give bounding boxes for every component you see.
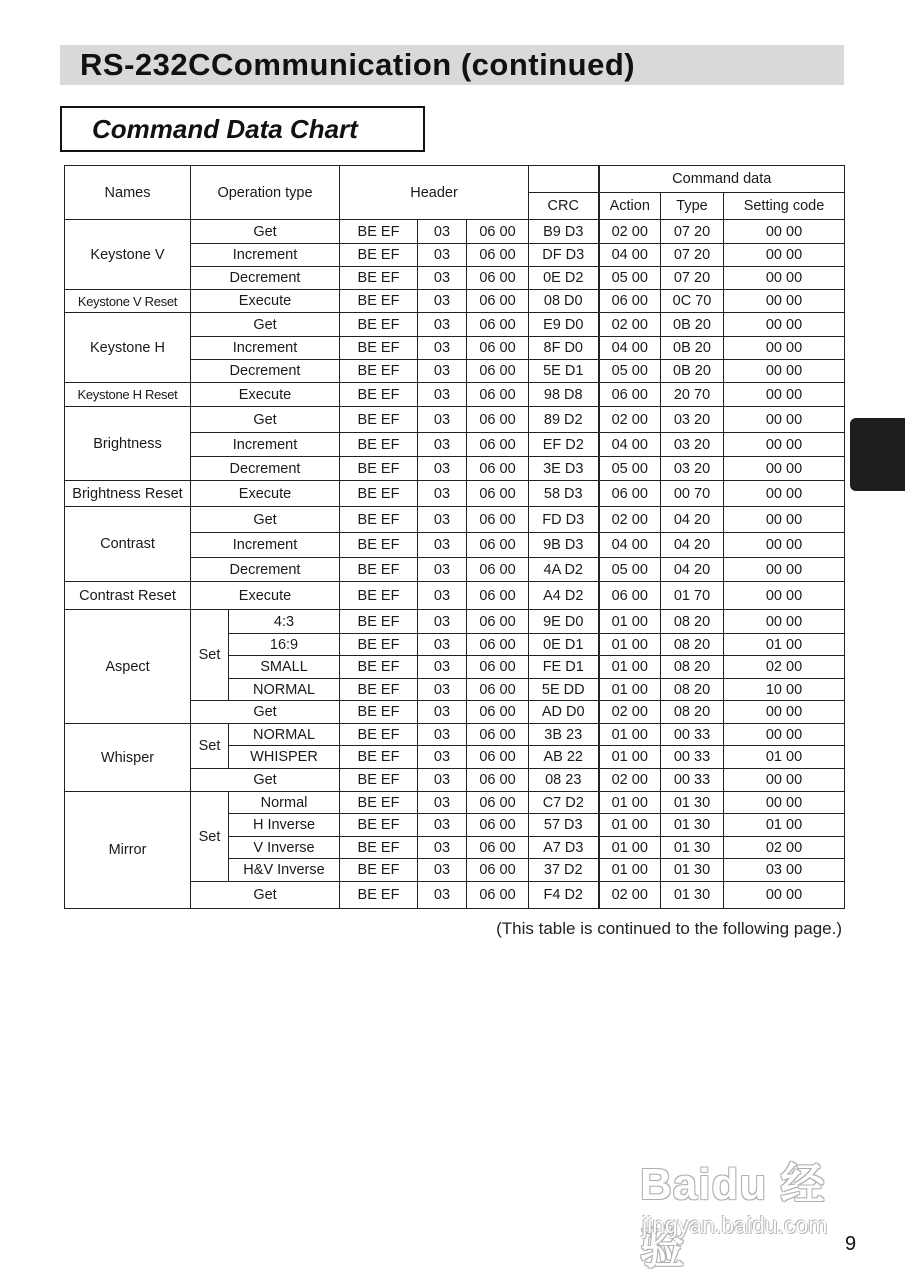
header-bytes-cell: BE EF — [340, 582, 418, 610]
header-bytes-cell: BE EF — [340, 313, 418, 337]
setting-code-cell: 00 00 — [724, 313, 845, 337]
header-bytes-cell: BE EF — [340, 882, 418, 909]
header-bytes-cell: BE EF — [340, 244, 418, 267]
crc-cell: 0E D1 — [529, 634, 599, 656]
header-action: Action — [599, 193, 661, 220]
group-keystone-v: Keystone V — [65, 220, 191, 290]
crc-cell: 08 23 — [529, 769, 599, 792]
header-bytes-cell: BE EF — [340, 533, 418, 558]
header-bytes-cell: BE EF — [340, 433, 418, 457]
action-cell: 05 00 — [599, 360, 661, 383]
op-cell: Increment — [191, 433, 340, 457]
header-bytes-cell: BE EF — [340, 558, 418, 582]
table-row — [65, 724, 845, 746]
type-cell: 01 30 — [661, 859, 724, 882]
op-cell: Execute — [191, 290, 340, 313]
op-cell: Execute — [191, 383, 340, 407]
group-whisper: Whisper — [65, 724, 191, 792]
header-id-cell: 06 00 — [467, 724, 529, 746]
section-title: Command Data Chart — [60, 106, 425, 152]
group-contrast-reset: Contrast Reset — [65, 582, 191, 610]
action-cell: 02 00 — [599, 769, 661, 792]
type-cell: 08 20 — [661, 679, 724, 701]
type-cell: 00 33 — [661, 746, 724, 769]
type-cell: 01 70 — [661, 582, 724, 610]
group-brightness-reset: Brightness Reset — [65, 481, 191, 507]
header-id-cell: 06 00 — [467, 433, 529, 457]
type-cell: 03 20 — [661, 457, 724, 481]
header-id-cell: 06 00 — [467, 533, 529, 558]
header-command-data: Command data — [599, 166, 845, 193]
header-len-cell: 03 — [418, 558, 467, 582]
action-cell: 01 00 — [599, 724, 661, 746]
op-cell: 4:3 — [229, 610, 340, 634]
table-row — [65, 383, 845, 407]
crc-cell: 8F D0 — [529, 337, 599, 360]
set-label: Set — [191, 724, 229, 769]
table-row — [65, 290, 845, 313]
type-cell: 07 20 — [661, 220, 724, 244]
crc-cell: 98 D8 — [529, 383, 599, 407]
header-id-cell: 06 00 — [467, 656, 529, 679]
header-len-cell: 03 — [418, 746, 467, 769]
header-len-cell: 03 — [418, 634, 467, 656]
crc-cell: 3E D3 — [529, 457, 599, 481]
setting-code-cell: 00 00 — [724, 220, 845, 244]
header-bytes-cell: BE EF — [340, 220, 418, 244]
setting-code-cell: 00 00 — [724, 701, 845, 724]
chapter-tab — [850, 418, 905, 491]
header-id-cell: 06 00 — [467, 679, 529, 701]
setting-code-cell: 00 00 — [724, 582, 845, 610]
setting-code-cell: 01 00 — [724, 746, 845, 769]
header-len-cell: 03 — [418, 337, 467, 360]
header-crc: CRC — [529, 193, 599, 220]
header-bytes-cell: BE EF — [340, 769, 418, 792]
op-cell: Get — [191, 220, 340, 244]
op-cell: 16:9 — [229, 634, 340, 656]
header-names: Names — [65, 166, 191, 220]
op-cell: Get — [191, 507, 340, 533]
op-cell: Get — [191, 313, 340, 337]
action-cell: 02 00 — [599, 220, 661, 244]
header-len-cell: 03 — [418, 383, 467, 407]
crc-cell: 9B D3 — [529, 533, 599, 558]
header-id-cell: 06 00 — [467, 481, 529, 507]
page-number: 9 — [845, 1233, 857, 1255]
type-cell: 20 70 — [661, 383, 724, 407]
header-len-cell: 03 — [418, 407, 467, 433]
action-cell: 01 00 — [599, 837, 661, 859]
header-id-cell: 06 00 — [467, 267, 529, 290]
header-bytes-cell: BE EF — [340, 746, 418, 769]
setting-code-cell: 03 00 — [724, 859, 845, 882]
type-cell: 0C 70 — [661, 290, 724, 313]
header-id-cell: 06 00 — [467, 407, 529, 433]
setting-code-cell: 00 00 — [724, 533, 845, 558]
header-id-cell: 06 00 — [467, 337, 529, 360]
action-cell: 02 00 — [599, 507, 661, 533]
header-id-cell: 06 00 — [467, 746, 529, 769]
crc-cell: C7 D2 — [529, 792, 599, 814]
setting-code-cell: 01 00 — [724, 634, 845, 656]
crc-cell: E9 D0 — [529, 313, 599, 337]
setting-code-cell: 00 00 — [724, 724, 845, 746]
action-cell: 06 00 — [599, 481, 661, 507]
set-label: Set — [191, 792, 229, 882]
group-brightness: Brightness — [65, 407, 191, 481]
continuation-note: (This table is continued to the following page.) — [496, 919, 842, 938]
header-id-cell: 06 00 — [467, 814, 529, 837]
table-row — [65, 407, 845, 433]
op-cell: H&V Inverse — [229, 859, 340, 882]
header-bytes-cell: BE EF — [340, 267, 418, 290]
crc-cell: 0E D2 — [529, 267, 599, 290]
header-len-cell: 03 — [418, 882, 467, 909]
table-row — [65, 313, 845, 337]
table-row — [65, 507, 845, 533]
header-blank — [529, 166, 599, 193]
header-id-cell: 06 00 — [467, 882, 529, 909]
action-cell: 01 00 — [599, 679, 661, 701]
header-id-cell: 06 00 — [467, 220, 529, 244]
type-cell: 07 20 — [661, 244, 724, 267]
op-cell: Increment — [191, 244, 340, 267]
header-len-cell: 03 — [418, 792, 467, 814]
type-cell: 07 20 — [661, 267, 724, 290]
header-bytes-cell: BE EF — [340, 814, 418, 837]
header-len-cell: 03 — [418, 360, 467, 383]
action-cell: 04 00 — [599, 533, 661, 558]
header-len-cell: 03 — [418, 533, 467, 558]
setting-code-cell: 00 00 — [724, 337, 845, 360]
setting-code-cell: 00 00 — [724, 267, 845, 290]
type-cell: 01 30 — [661, 837, 724, 859]
header-bytes-cell: BE EF — [340, 656, 418, 679]
op-cell: Decrement — [191, 457, 340, 481]
type-cell: 08 20 — [661, 634, 724, 656]
header-bytes-cell: BE EF — [340, 407, 418, 433]
header-bytes-cell: BE EF — [340, 481, 418, 507]
setting-code-cell: 00 00 — [724, 792, 845, 814]
setting-code-cell: 00 00 — [724, 244, 845, 267]
crc-cell: DF D3 — [529, 244, 599, 267]
header-bytes-cell: BE EF — [340, 290, 418, 313]
header-bytes-cell: BE EF — [340, 724, 418, 746]
op-cell: Get — [191, 769, 340, 792]
setting-code-cell: 00 00 — [724, 558, 845, 582]
op-cell: Decrement — [191, 267, 340, 290]
setting-code-cell: 10 00 — [724, 679, 845, 701]
crc-cell: 89 D2 — [529, 407, 599, 433]
op-cell: NORMAL — [229, 724, 340, 746]
header-id-cell: 06 00 — [467, 313, 529, 337]
action-cell: 01 00 — [599, 746, 661, 769]
crc-cell: 3B 23 — [529, 724, 599, 746]
crc-cell: A7 D3 — [529, 837, 599, 859]
header-bytes-cell: BE EF — [340, 679, 418, 701]
op-cell: SMALL — [229, 656, 340, 679]
op-cell: Increment — [191, 337, 340, 360]
header-setting-code: Setting code — [724, 193, 845, 220]
header-bytes-cell: BE EF — [340, 457, 418, 481]
crc-cell: 5E DD — [529, 679, 599, 701]
page-title: RS-232CCommunication (continued) — [60, 45, 844, 85]
type-cell: 00 33 — [661, 769, 724, 792]
header-len-cell: 03 — [418, 457, 467, 481]
setting-code-cell: 00 00 — [724, 481, 845, 507]
action-cell: 02 00 — [599, 313, 661, 337]
type-cell: 08 20 — [661, 656, 724, 679]
header-bytes-cell: BE EF — [340, 360, 418, 383]
action-cell: 01 00 — [599, 634, 661, 656]
action-cell: 01 00 — [599, 859, 661, 882]
setting-code-cell: 00 00 — [724, 290, 845, 313]
setting-code-cell: 01 00 — [724, 814, 845, 837]
header-id-cell: 06 00 — [467, 290, 529, 313]
header-id-cell: 06 00 — [467, 507, 529, 533]
header-id-cell: 06 00 — [467, 701, 529, 724]
header-len-cell: 03 — [418, 610, 467, 634]
header-len-cell: 03 — [418, 313, 467, 337]
op-cell: Execute — [191, 481, 340, 507]
action-cell: 01 00 — [599, 814, 661, 837]
crc-cell: 58 D3 — [529, 481, 599, 507]
header-header: Header — [340, 166, 529, 220]
header-id-cell: 06 00 — [467, 360, 529, 383]
type-cell: 0B 20 — [661, 337, 724, 360]
header-id-cell: 06 00 — [467, 769, 529, 792]
header-id-cell: 06 00 — [467, 457, 529, 481]
header-len-cell: 03 — [418, 814, 467, 837]
op-cell: Increment — [191, 533, 340, 558]
action-cell: 06 00 — [599, 582, 661, 610]
header-operation-type: Operation type — [191, 166, 340, 220]
header-bytes-cell: BE EF — [340, 859, 418, 882]
watermark-brand: Baidu 经验 — [640, 1160, 826, 1273]
header-id-cell: 06 00 — [467, 634, 529, 656]
type-cell: 04 20 — [661, 507, 724, 533]
header-len-cell: 03 — [418, 290, 467, 313]
setting-code-cell: 00 00 — [724, 407, 845, 433]
group-keystone-h-reset: Keystone H Reset — [65, 383, 191, 407]
crc-cell: 08 D0 — [529, 290, 599, 313]
header-len-cell: 03 — [418, 481, 467, 507]
op-cell: Get — [191, 701, 340, 724]
group-aspect: Aspect — [65, 610, 191, 724]
header-len-cell: 03 — [418, 701, 467, 724]
type-cell: 0B 20 — [661, 313, 724, 337]
type-cell: 00 33 — [661, 724, 724, 746]
action-cell: 04 00 — [599, 244, 661, 267]
header-len-cell: 03 — [418, 837, 467, 859]
op-cell: Normal — [229, 792, 340, 814]
header-bytes-cell: BE EF — [340, 337, 418, 360]
crc-cell: EF D2 — [529, 433, 599, 457]
crc-cell: B9 D3 — [529, 220, 599, 244]
type-cell: 01 30 — [661, 882, 724, 909]
action-cell: 05 00 — [599, 457, 661, 481]
group-keystone-h: Keystone H — [65, 313, 191, 383]
header-id-cell: 06 00 — [467, 610, 529, 634]
action-cell: 01 00 — [599, 792, 661, 814]
crc-cell: F4 D2 — [529, 882, 599, 909]
setting-code-cell: 00 00 — [724, 360, 845, 383]
action-cell: 02 00 — [599, 407, 661, 433]
header-len-cell: 03 — [418, 220, 467, 244]
type-cell: 04 20 — [661, 558, 724, 582]
setting-code-cell: 00 00 — [724, 882, 845, 909]
header-id-cell: 06 00 — [467, 859, 529, 882]
setting-code-cell: 00 00 — [724, 457, 845, 481]
op-cell: Get — [191, 407, 340, 433]
header-len-cell: 03 — [418, 859, 467, 882]
header-id-cell: 06 00 — [467, 582, 529, 610]
action-cell: 01 00 — [599, 610, 661, 634]
crc-cell: 5E D1 — [529, 360, 599, 383]
command-data-table — [64, 165, 845, 909]
header-type: Type — [661, 193, 724, 220]
type-cell: 01 30 — [661, 792, 724, 814]
setting-code-cell: 00 00 — [724, 433, 845, 457]
group-keystone-v-reset: Keystone V Reset — [65, 290, 191, 313]
type-cell: 01 30 — [661, 814, 724, 837]
op-cell: NORMAL — [229, 679, 340, 701]
header-bytes-cell: BE EF — [340, 507, 418, 533]
op-cell: Decrement — [191, 360, 340, 383]
header-id-cell: 06 00 — [467, 837, 529, 859]
group-mirror: Mirror — [65, 792, 191, 909]
header-len-cell: 03 — [418, 656, 467, 679]
action-cell: 06 00 — [599, 383, 661, 407]
header-len-cell: 03 — [418, 267, 467, 290]
setting-code-cell: 00 00 — [724, 610, 845, 634]
table-row — [65, 220, 845, 244]
header-id-cell: 06 00 — [467, 792, 529, 814]
header-len-cell: 03 — [418, 582, 467, 610]
crc-cell: 4A D2 — [529, 558, 599, 582]
type-cell: 04 20 — [661, 533, 724, 558]
setting-code-cell: 00 00 — [724, 769, 845, 792]
crc-cell: 57 D3 — [529, 814, 599, 837]
setting-code-cell: 00 00 — [724, 383, 845, 407]
table-row — [65, 481, 845, 507]
crc-cell: AB 22 — [529, 746, 599, 769]
header-len-cell: 03 — [418, 679, 467, 701]
op-cell: V Inverse — [229, 837, 340, 859]
header-id-cell: 06 00 — [467, 558, 529, 582]
header-bytes-cell: BE EF — [340, 701, 418, 724]
header-id-cell: 06 00 — [467, 244, 529, 267]
crc-cell: 9E D0 — [529, 610, 599, 634]
header-len-cell: 03 — [418, 507, 467, 533]
type-cell: 08 20 — [661, 701, 724, 724]
header-len-cell: 03 — [418, 244, 467, 267]
action-cell: 04 00 — [599, 337, 661, 360]
action-cell: 06 00 — [599, 290, 661, 313]
watermark — [640, 1148, 855, 1273]
set-label: Set — [191, 610, 229, 701]
op-cell: Execute — [191, 582, 340, 610]
crc-cell: 37 D2 — [529, 859, 599, 882]
table-row — [65, 792, 845, 814]
header-len-cell: 03 — [418, 769, 467, 792]
header-bytes-cell: BE EF — [340, 383, 418, 407]
action-cell: 02 00 — [599, 882, 661, 909]
setting-code-cell: 00 00 — [724, 507, 845, 533]
header-bytes-cell: BE EF — [340, 634, 418, 656]
crc-cell: AD D0 — [529, 701, 599, 724]
crc-cell: FE D1 — [529, 656, 599, 679]
op-cell: Decrement — [191, 558, 340, 582]
action-cell: 05 00 — [599, 558, 661, 582]
table-row — [65, 610, 845, 634]
setting-code-cell: 02 00 — [724, 656, 845, 679]
group-contrast: Contrast — [65, 507, 191, 582]
type-cell: 0B 20 — [661, 360, 724, 383]
action-cell: 04 00 — [599, 433, 661, 457]
action-cell: 02 00 — [599, 701, 661, 724]
header-id-cell: 06 00 — [467, 383, 529, 407]
header-len-cell: 03 — [418, 724, 467, 746]
crc-cell: FD D3 — [529, 507, 599, 533]
op-cell: Get — [191, 882, 340, 909]
table-row — [65, 582, 845, 610]
action-cell: 01 00 — [599, 656, 661, 679]
setting-code-cell: 02 00 — [724, 837, 845, 859]
type-cell: 03 20 — [661, 407, 724, 433]
header-bytes-cell: BE EF — [340, 610, 418, 634]
type-cell: 00 70 — [661, 481, 724, 507]
op-cell: WHISPER — [229, 746, 340, 769]
action-cell: 05 00 — [599, 267, 661, 290]
type-cell: 03 20 — [661, 433, 724, 457]
header-bytes-cell: BE EF — [340, 792, 418, 814]
type-cell: 08 20 — [661, 610, 724, 634]
op-cell: H Inverse — [229, 814, 340, 837]
watermark-url: jingyan.baidu.com — [642, 1212, 828, 1238]
header-len-cell: 03 — [418, 433, 467, 457]
header-bytes-cell: BE EF — [340, 837, 418, 859]
crc-cell: A4 D2 — [529, 582, 599, 610]
